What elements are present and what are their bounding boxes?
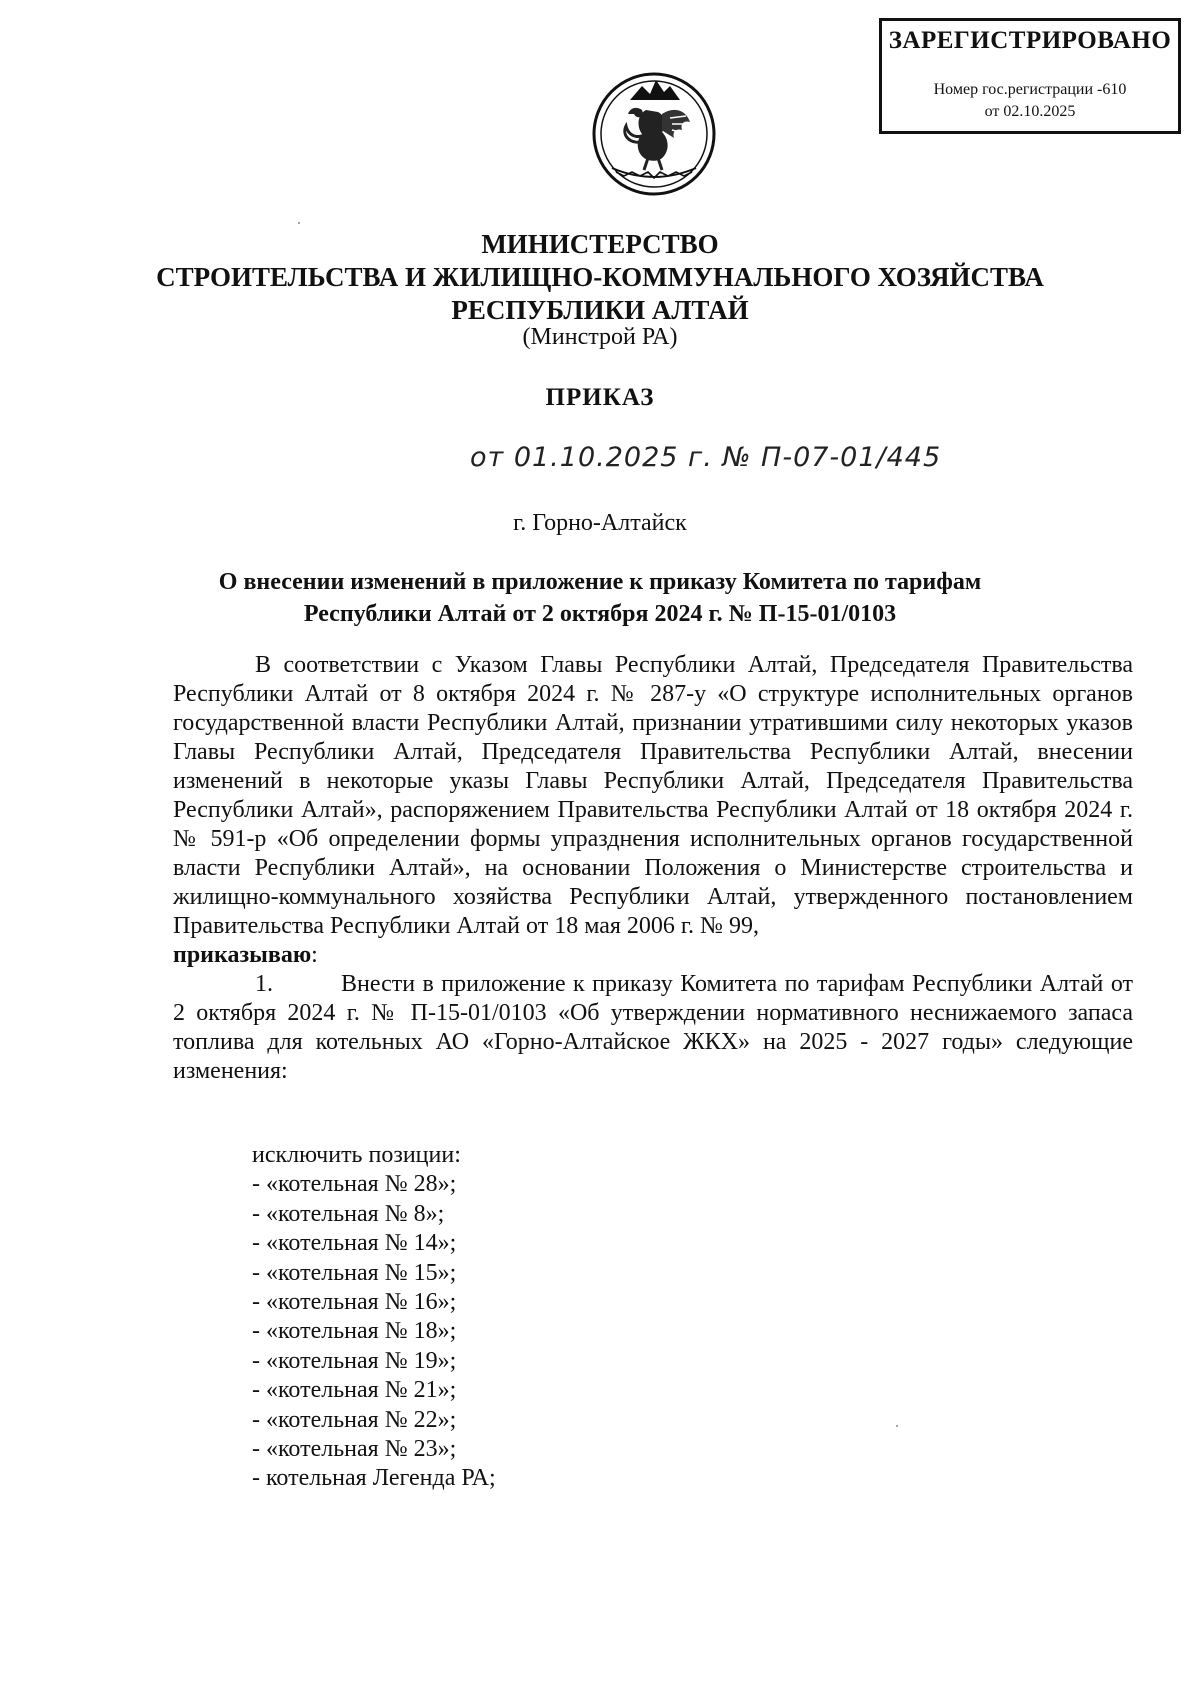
list-item: - «котельная № 19»; [252,1347,457,1374]
ministry-line-2: СТРОИТЕЛЬСТВА И ЖИЛИЩНО-КОММУНАЛЬНОГО ХОЗЯЙСТВА [156,262,1044,292]
item-1-text: Внести в приложение к приказу Комитета по тарифам Республики Алтай от 2 октября 2024 г. № П-15-01/0103 «Об утверждении нормативного неснижаемого запаса топлива для котельных АО «Горно-Алтайское ЖКХ» на 2025 - 2027 годы» следующие изменения: [173,971,1133,1084]
list-item: - котельная Легенда РА; [252,1465,496,1492]
exclusion-intro: исключить позиции: [252,1142,461,1168]
coat-of-arms-icon [590,70,718,198]
scan-speck [896,1425,898,1427]
handwritten-date-number: от 01.10.2025 г. № П-07-01/445 [470,442,942,473]
subject-line-2: Республики Алтай от 2 октября 2024 г. № П-15-01/0103 [303,601,897,627]
order-command-word: приказываю [173,942,312,968]
ministry-line-3: РЕСПУБЛИКИ АЛТАЙ [451,295,749,325]
document-type-title: ПРИКАЗ [545,384,655,411]
stamp-title: ЗАРЕГИСТРИРОВАНО [888,27,1172,54]
order-command [173,941,1133,970]
ministry-name [0,228,1200,327]
list-item: - «котельная № 15»; [252,1259,457,1286]
list-item: - «котельная № 18»; [252,1318,457,1345]
subject-line-1: О внесении изменений в приложение к приказу Комитета по тарифам [218,569,982,595]
document-body [173,651,1133,1086]
item-1-paragraph [173,970,1133,1086]
exclusion-list [252,1141,496,1494]
order-command-colon: : [311,942,318,968]
ministry-line-1: МИНИСТЕРСТВО [481,229,719,259]
item-1-number: 1. [255,971,273,997]
scan-speck [298,222,300,224]
document-city: г. Горно-Алтайск [513,510,687,536]
stamp-reg-number: Номер гос.регистрации -610 [933,81,1127,98]
preamble-paragraph: В соответствии с Указом Главы Республики Алтай, Председателя Правительства Республики Алтай от 8 октября 2024 г. № 287-у «О структуре исполнительных органов государственной власти Республики Алтай, признании утратившими силу некоторых указов Главы Республики Алтай, Председателя Правительства Республики Алтай, внесении изменений в некоторые указы Главы Республики Алтай, Председателя Правительства Республики Алтай», распоряжением Правительства Республики Алтай от 18 октября 2024 г. № 591-р «Об определении формы упразднения исполнительных органов государственной власти Республики Алтай», на основании Положения о Министерстве строительства и жилищно-коммунального хозяйства Республики Алтай, утвержденного постановлением Правительства Республики Алтай от 18 мая 2006 г. № 99, [173,652,1133,939]
list-item: - «котельная № 23»; [252,1436,457,1463]
list-item: - «котельная № 28»; [252,1171,457,1198]
list-item: - «котельная № 22»; [252,1406,457,1433]
ministry-short-name: (Минстрой РА) [522,324,678,350]
list-item: - «котельная № 14»; [252,1230,457,1257]
list-item: - «котельная № 16»; [252,1289,457,1316]
list-item: - «котельная № 21»; [252,1377,457,1404]
stamp-reg-date: от 02.10.2025 [984,103,1076,120]
registration-stamp [879,18,1181,134]
list-item: - «котельная № 8»; [252,1200,445,1227]
document-subject [0,566,1200,630]
